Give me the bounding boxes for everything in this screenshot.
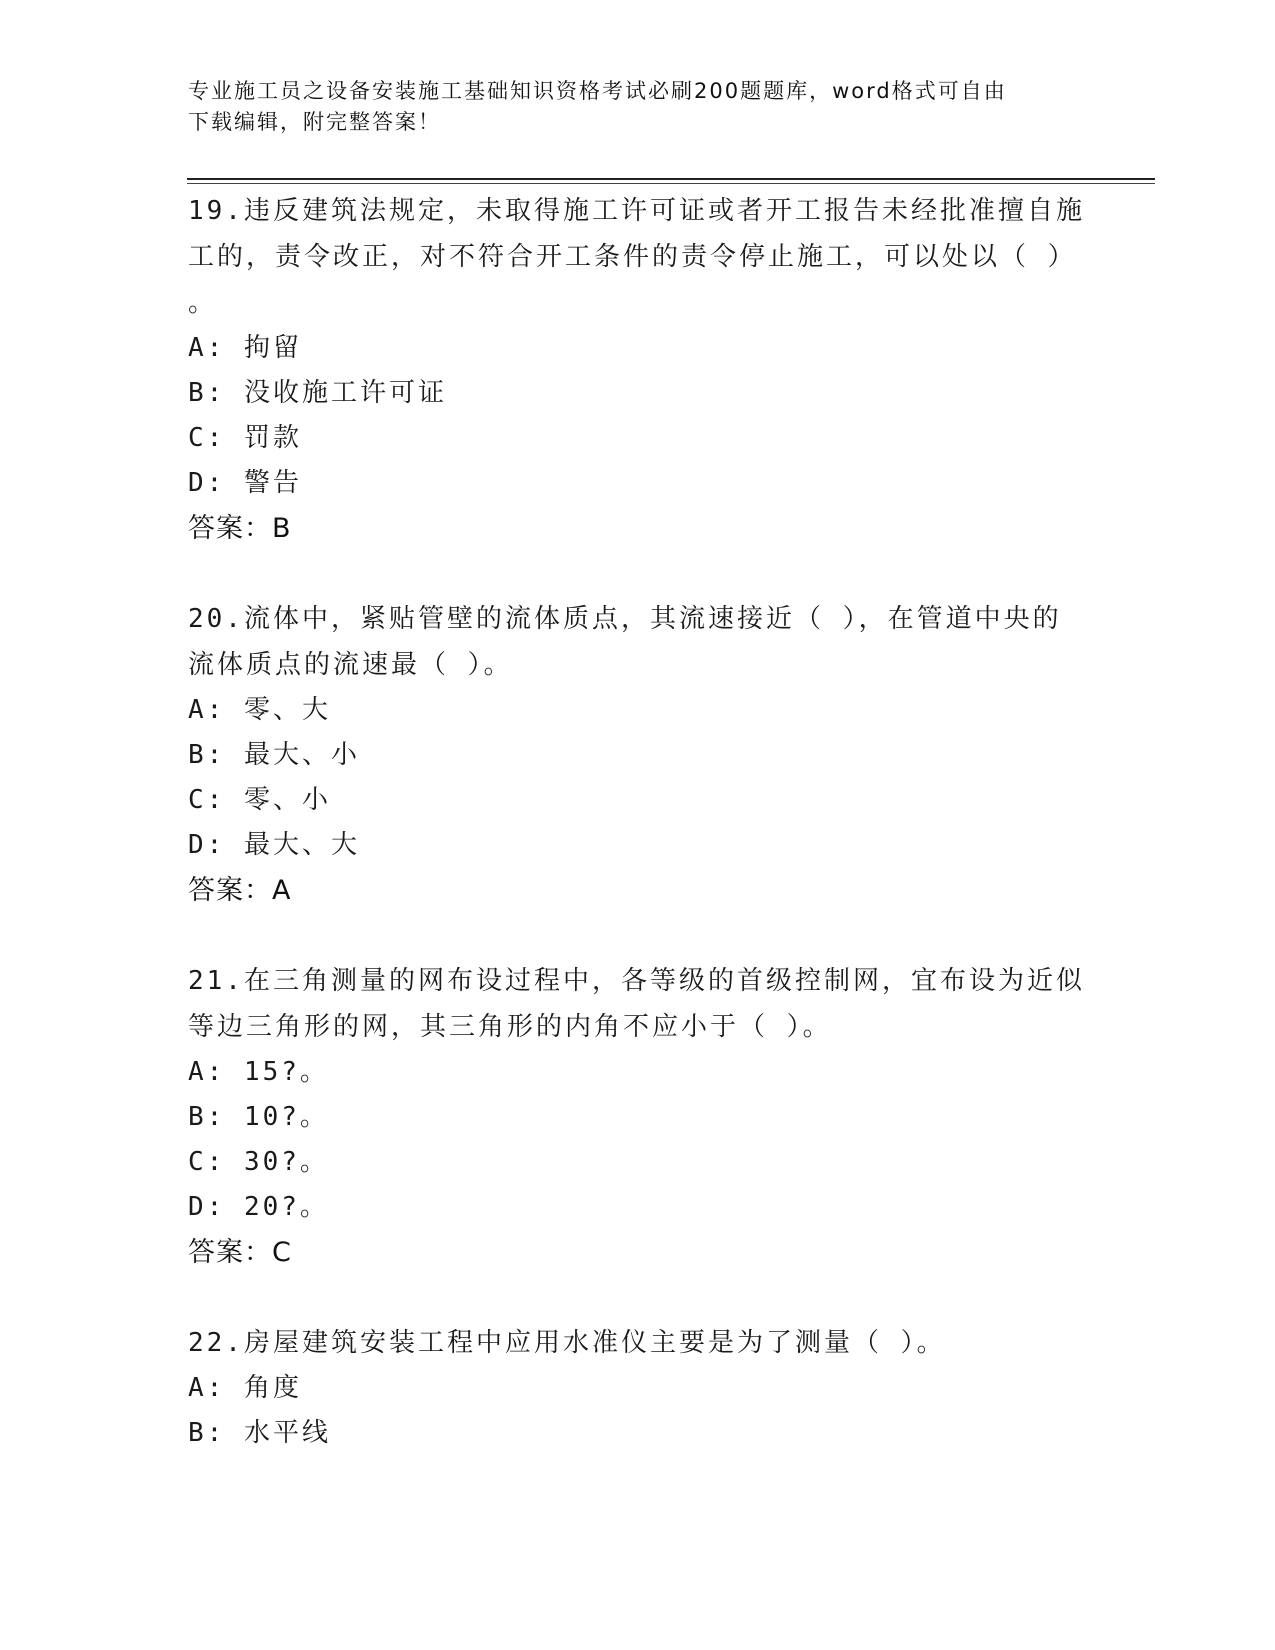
question-list (188, 188, 1088, 1456)
question-stem-line: 22.房屋建筑安装工程中应用水准仪主要是为了测量（ ）。 (188, 1328, 946, 1358)
question-stem-line: 等边三角形的网，其三角形的内角不应小于（ ）。 (188, 1012, 832, 1042)
option-a: A: 拘留 (188, 333, 302, 363)
answer-label: 答案：C (188, 1237, 292, 1268)
option-b: B: 最大、小 (188, 740, 360, 770)
question-stem-line: 19.违反建筑法规定，未取得施工许可证或者开工报告未经批准擅自施 (188, 196, 1085, 226)
option-c: C: 零、小 (188, 785, 331, 815)
question-20 (188, 596, 1088, 914)
option-c: C: 罚款 (188, 423, 302, 453)
option-b: B: 10?。 (188, 1102, 329, 1132)
answer-label: 答案：A (188, 875, 292, 906)
option-a: A: 角度 (188, 1373, 302, 1403)
question-stem-line: 工的，责令改正，对不符合开工条件的责令停止施工，可以处以（ ） (188, 242, 1077, 272)
question-stem-line: 。 (188, 288, 218, 318)
option-a: A: 15?。 (188, 1057, 329, 1087)
header-divider-thick (187, 178, 1155, 180)
question-22 (188, 1320, 1088, 1456)
header-title-line-2: 下载编辑，附完整答案！ (188, 110, 441, 134)
option-b: B: 没收施工许可证 (188, 378, 447, 408)
option-c: C: 30?。 (188, 1147, 329, 1177)
header-divider-thin (187, 183, 1155, 184)
question-stem-line: 20.流体中，紧贴管壁的流体质点，其流速接近（ ），在管道中央的 (188, 604, 1062, 634)
option-d: D: 警告 (188, 468, 302, 498)
option-b: B: 水平线 (188, 1418, 331, 1448)
question-stem-line: 流体质点的流速最（ ）。 (188, 650, 513, 680)
option-a: A: 零、大 (188, 695, 331, 725)
option-d: D: 20?。 (188, 1192, 329, 1222)
option-d: D: 最大、大 (188, 830, 360, 860)
question-stem-line: 21.在三角测量的网布设过程中，各等级的首级控制网，宜布设为近似 (188, 966, 1085, 996)
document-header (188, 76, 1068, 138)
answer-label: 答案：B (188, 513, 292, 544)
question-19 (188, 188, 1088, 552)
question-21 (188, 958, 1088, 1276)
header-title-line-1: 专业施工员之设备安装施工基础知识资格考试必刷200题题库，word格式可自由 (188, 79, 1007, 103)
